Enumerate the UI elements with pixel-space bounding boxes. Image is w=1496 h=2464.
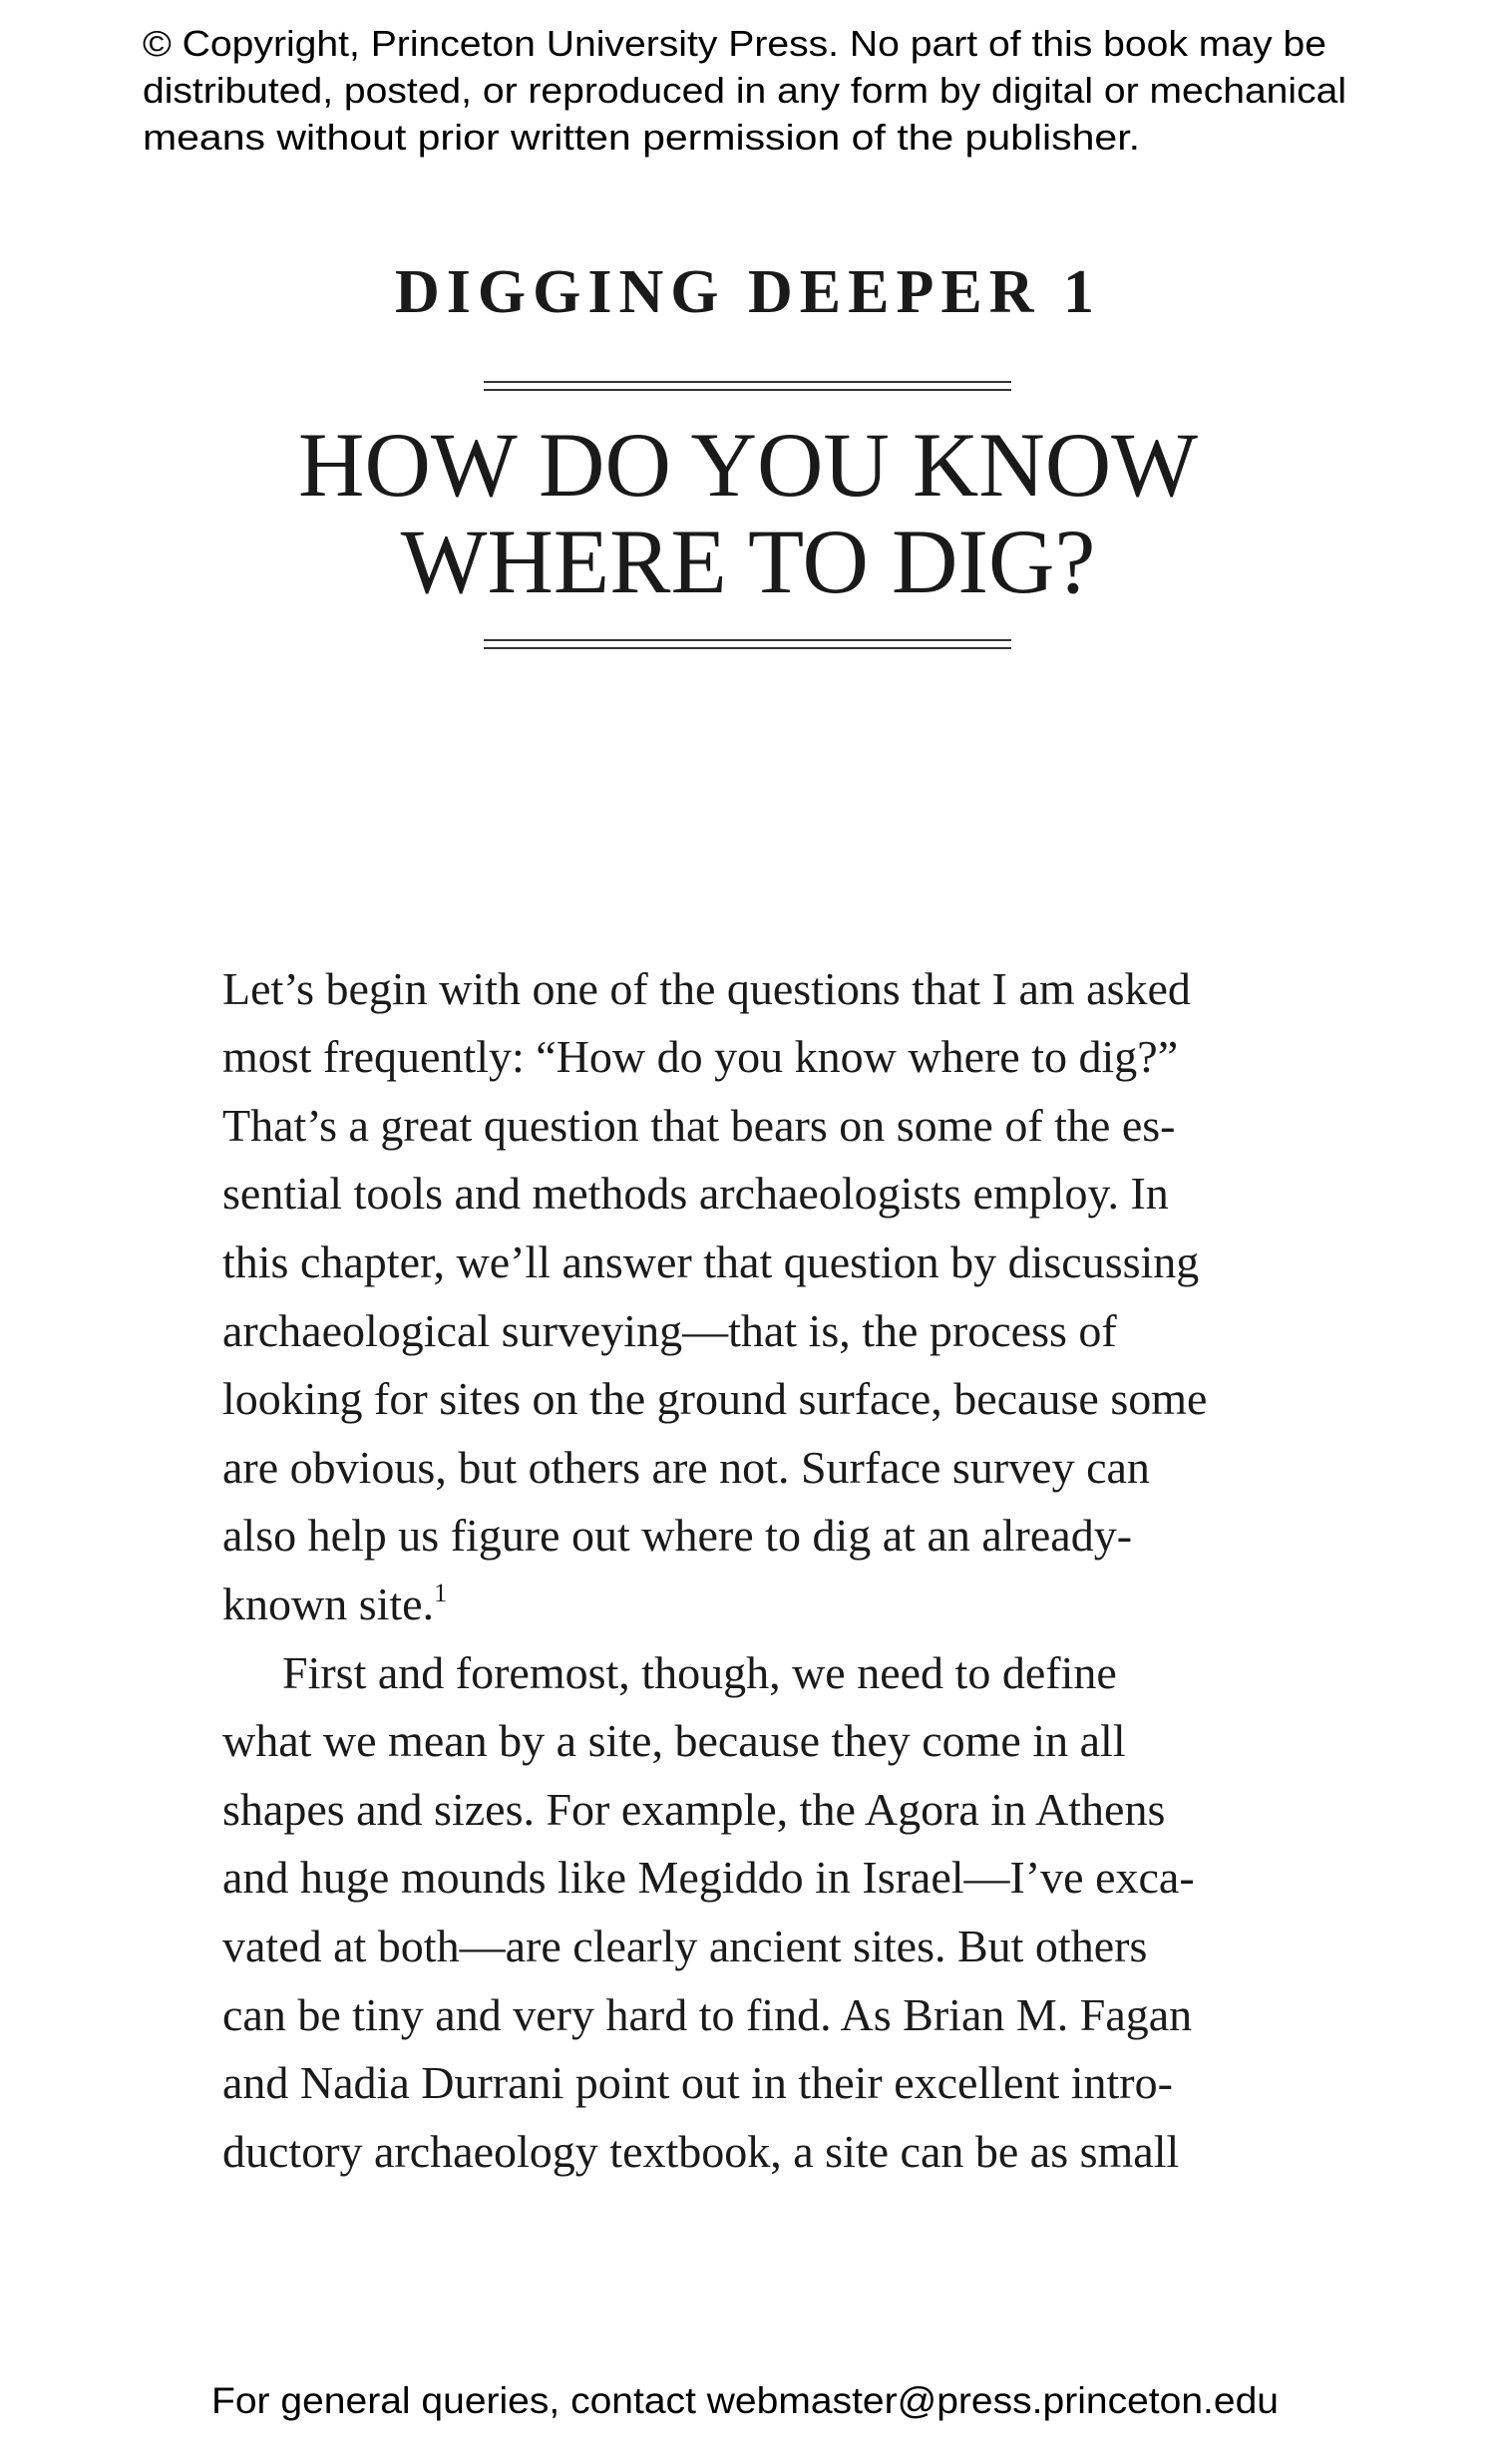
footer-contact: For general queries, contact webmaster@press.princeton.edu bbox=[211, 2380, 1279, 2421]
double-rule-top bbox=[484, 381, 1011, 391]
text-line: vated at both—are clearly ancient sites. But others bbox=[222, 1921, 1148, 1971]
text-line: what we mean by a site, because they come in all bbox=[222, 1715, 1126, 1766]
text-line bbox=[222, 1575, 1274, 1634]
copyright-line: distributed, posted, or reproduced in any form by digital or mechanical bbox=[143, 70, 1346, 111]
text-line: most frequently: “How do you know where to dig?” bbox=[222, 1031, 1179, 1082]
text-line: That’s a great question that bears on some of the es- bbox=[222, 1100, 1176, 1151]
text-line: ductory archaeology textbook, a site can be as small bbox=[222, 2126, 1180, 2177]
chapter-label: DIGGING DEEPER 1 bbox=[395, 258, 1101, 326]
footnote-marker[interactable]: 1 bbox=[434, 1579, 448, 1607]
text-line: Let’s begin with one of the questions that I am asked bbox=[222, 963, 1191, 1014]
text-line: looking for sites on the ground surface, because some bbox=[222, 1373, 1208, 1424]
text-line: sential tools and methods archaeologists employ. In bbox=[222, 1168, 1169, 1219]
text-line: archaeological surveying—that is, the process of bbox=[222, 1305, 1117, 1356]
chapter-title-line: WHERE TO DIG? bbox=[400, 511, 1096, 612]
text-line: and huge mounds like Megiddo in Israel—I’ve exca- bbox=[222, 1852, 1195, 1903]
text-line: can be tiny and very hard to find. As Brian M. Fagan bbox=[222, 1989, 1193, 2040]
text-line: also help us figure out where to dig at an already- bbox=[222, 1510, 1133, 1561]
text-line: are obvious, but others are not. Surface survey can bbox=[222, 1442, 1150, 1493]
text-line: shapes and sizes. For example, the Agora in Athens bbox=[222, 1784, 1166, 1835]
copyright-line: © Copyright, Princeton University Press. No part of this book may be bbox=[143, 23, 1326, 64]
text-line: First and foremost, though, we need to define bbox=[282, 1647, 1117, 1698]
copyright-line: means without prior written permission of the publisher. bbox=[143, 117, 1140, 158]
text-line: and Nadia Durrani point out in their excellent intro- bbox=[222, 2057, 1173, 2108]
chapter-title-line: HOW DO YOU KNOW bbox=[298, 414, 1198, 516]
text-line: this chapter, we’ll answer that question by discussing bbox=[222, 1236, 1200, 1287]
double-rule-bottom bbox=[484, 639, 1011, 649]
text-span: known site. bbox=[222, 1579, 435, 1629]
